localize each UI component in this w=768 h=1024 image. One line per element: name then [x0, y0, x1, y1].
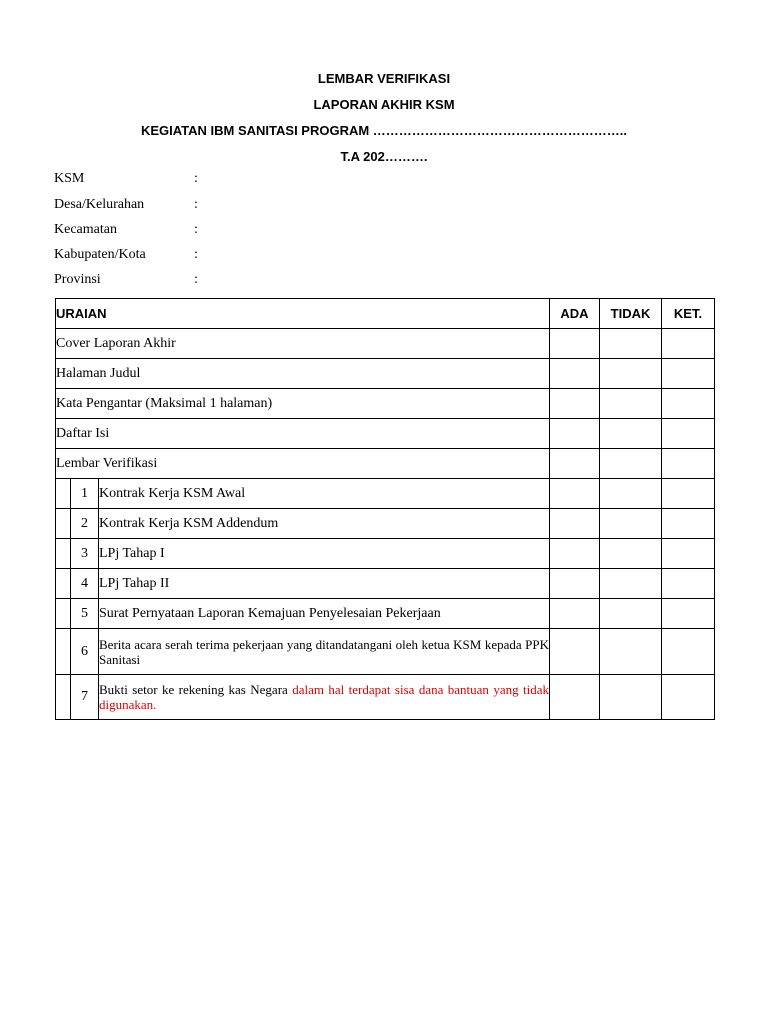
ada-cell[interactable] — [550, 389, 600, 419]
table-row — [56, 449, 715, 479]
item-number: 6 — [71, 629, 99, 675]
ada-cell[interactable] — [550, 675, 600, 720]
item-label: LPj Tahap I — [99, 539, 550, 569]
field-colon: : — [194, 247, 198, 262]
tidak-cell[interactable] — [600, 599, 662, 629]
header-tidak: TIDAK — [600, 299, 662, 329]
field-colon: : — [194, 171, 198, 186]
tidak-cell[interactable] — [600, 419, 662, 449]
item-note-red: dalam hal terdapat sisa dana bantuan yang tidak digunakan. — [99, 682, 549, 712]
row-label: Cover Laporan Akhir — [56, 329, 550, 359]
item-number: 2 — [71, 509, 99, 539]
ket-cell[interactable] — [662, 449, 715, 479]
tidak-cell[interactable] — [600, 629, 662, 675]
ada-cell[interactable] — [550, 329, 600, 359]
item-label-text: Bukti setor ke rekening kas Negara — [99, 682, 293, 697]
ket-cell[interactable] — [662, 599, 715, 629]
ada-cell[interactable] — [550, 419, 600, 449]
row-label: Daftar Isi — [56, 419, 550, 449]
ket-cell[interactable] — [662, 539, 715, 569]
ada-cell[interactable] — [550, 479, 600, 509]
tidak-cell[interactable] — [600, 509, 662, 539]
field-colon: : — [194, 272, 198, 287]
indent-cell — [56, 569, 71, 599]
fiscal-year-line: T.A 202………. — [340, 149, 428, 164]
ket-cell[interactable] — [662, 359, 715, 389]
item-label: Berita acara serah terima pekerjaan yang ditandatangani oleh ketua KSM kepada PPK Sanitasi — [99, 629, 550, 675]
table-row — [56, 419, 715, 449]
table-subrow — [56, 539, 715, 569]
tidak-cell[interactable] — [600, 449, 662, 479]
tidak-cell[interactable] — [600, 675, 662, 720]
field-label: Kecamatan — [54, 222, 117, 237]
verification-table — [55, 298, 715, 720]
ket-cell[interactable] — [662, 419, 715, 449]
ada-cell[interactable] — [550, 569, 600, 599]
item-number: 5 — [71, 599, 99, 629]
row-label: Kata Pengantar (Maksimal 1 halaman) — [56, 389, 550, 419]
table-subrow — [56, 629, 715, 675]
field-colon: : — [194, 222, 198, 237]
indent-cell — [56, 539, 71, 569]
item-number: 1 — [71, 479, 99, 509]
header-ada: ADA — [550, 299, 600, 329]
item-label: Kontrak Kerja KSM Addendum — [99, 509, 550, 539]
table-header-row — [56, 299, 715, 329]
table-subrow — [56, 569, 715, 599]
row-label: Halaman Judul — [56, 359, 550, 389]
ket-cell[interactable] — [662, 329, 715, 359]
item-label: Kontrak Kerja KSM Awal — [99, 479, 550, 509]
document-title: LEMBAR VERIFIKASI — [317, 71, 451, 86]
indent-cell — [56, 629, 71, 675]
table-subrow — [56, 509, 715, 539]
table-subrow — [56, 599, 715, 629]
document-subtitle: LAPORAN AKHIR KSM — [313, 97, 455, 112]
ket-cell[interactable] — [662, 629, 715, 675]
field-label: Kabupaten/Kota — [54, 247, 146, 262]
item-label: Surat Pernyataan Laporan Kemajuan Penyelesaian Pekerjaan — [99, 599, 550, 629]
header-ket: KET. — [662, 299, 715, 329]
tidak-cell[interactable] — [600, 359, 662, 389]
table-subrow — [56, 675, 715, 720]
tidak-cell[interactable] — [600, 389, 662, 419]
ada-cell[interactable] — [550, 509, 600, 539]
ket-cell[interactable] — [662, 675, 715, 720]
ket-cell[interactable] — [662, 569, 715, 599]
item-number: 7 — [71, 675, 99, 720]
program-line: KEGIATAN IBM SANITASI PROGRAM ………………………………………………….. — [140, 123, 628, 138]
ket-cell[interactable] — [662, 479, 715, 509]
table-subrow — [56, 479, 715, 509]
field-label: KSM — [54, 171, 85, 186]
tidak-cell[interactable] — [600, 569, 662, 599]
table-row — [56, 359, 715, 389]
item-number: 4 — [71, 569, 99, 599]
field-colon: : — [194, 197, 198, 212]
ada-cell[interactable] — [550, 599, 600, 629]
indent-cell — [56, 479, 71, 509]
table-row — [56, 329, 715, 359]
indent-cell — [56, 675, 71, 720]
field-label: Provinsi — [54, 272, 101, 287]
ket-cell[interactable] — [662, 389, 715, 419]
field-label: Desa/Kelurahan — [54, 197, 145, 212]
table-row — [56, 389, 715, 419]
ada-cell[interactable] — [550, 449, 600, 479]
ket-cell[interactable] — [662, 509, 715, 539]
indent-cell — [56, 509, 71, 539]
indent-cell — [56, 599, 71, 629]
ada-cell[interactable] — [550, 359, 600, 389]
header-uraian: URAIAN — [56, 299, 550, 329]
item-number: 3 — [71, 539, 99, 569]
ada-cell[interactable] — [550, 539, 600, 569]
item-label: LPj Tahap II — [99, 569, 550, 599]
tidak-cell[interactable] — [600, 329, 662, 359]
tidak-cell[interactable] — [600, 479, 662, 509]
row-label: Lembar Verifikasi — [56, 449, 550, 479]
tidak-cell[interactable] — [600, 539, 662, 569]
ada-cell[interactable] — [550, 629, 600, 675]
item-label — [99, 675, 550, 720]
